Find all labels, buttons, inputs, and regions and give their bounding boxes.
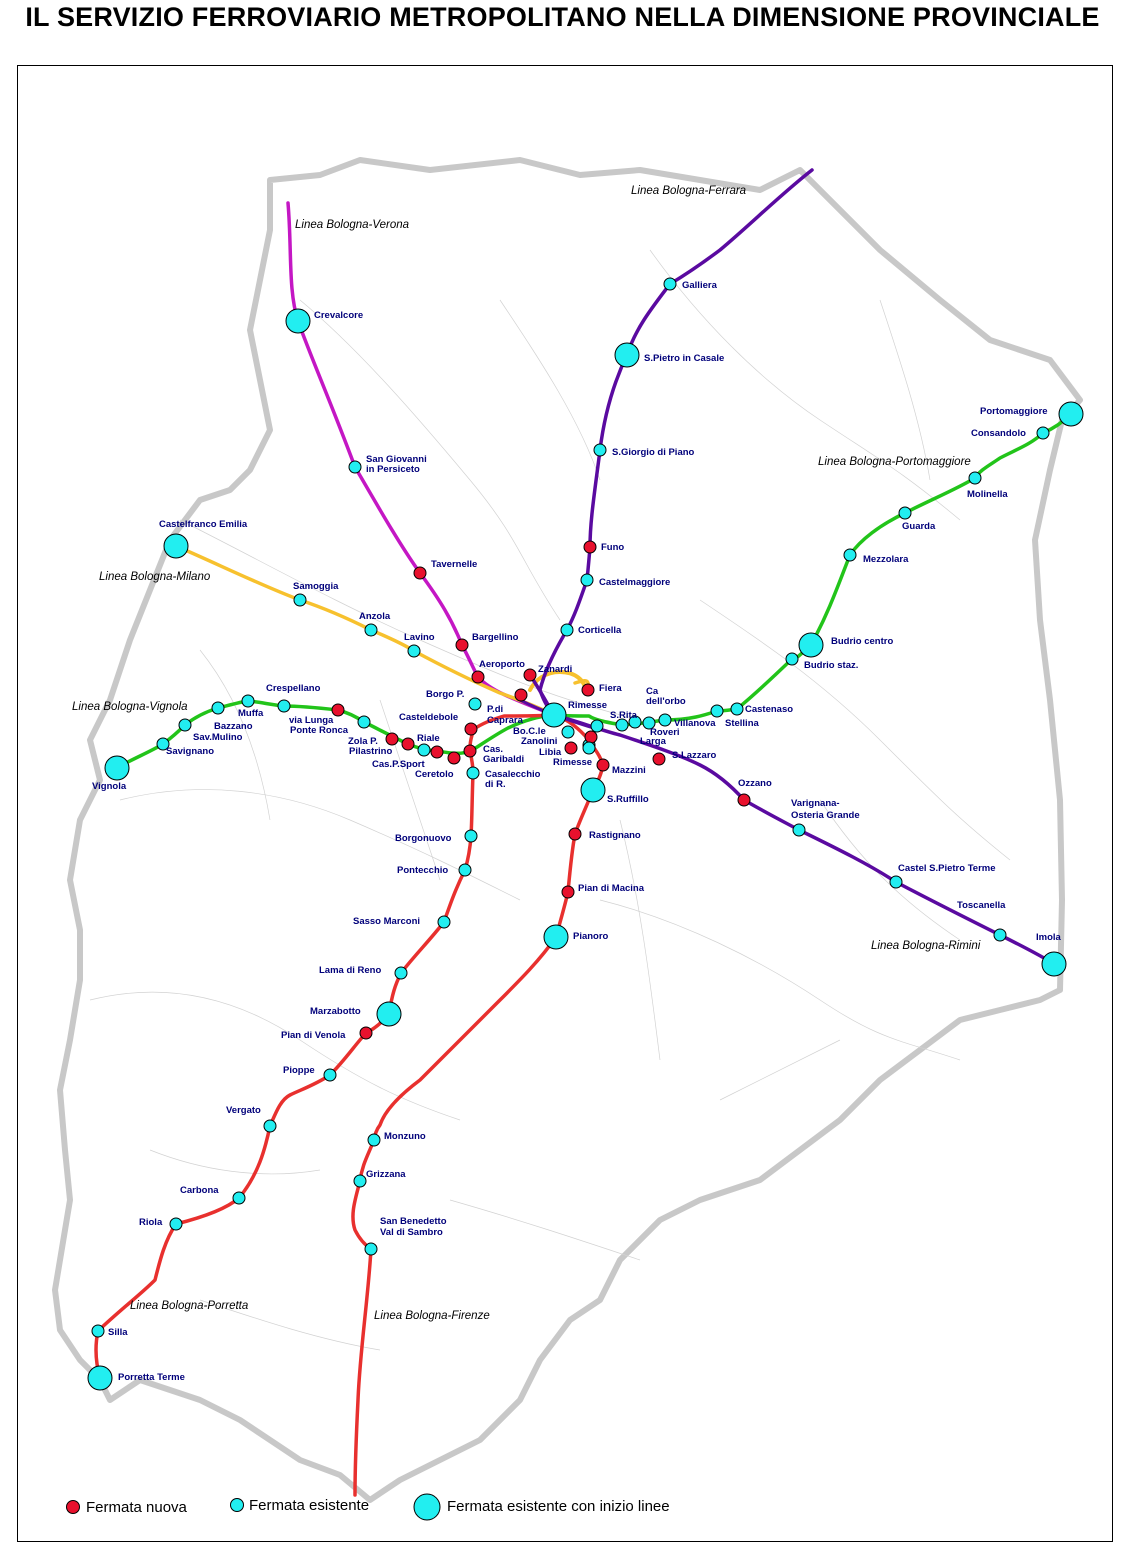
station-label-zanolini: Zanolini: [521, 736, 558, 747]
station-san-giovanni-in-persiceto-existing[interactable]: [349, 461, 361, 473]
page-title: IL SERVIZIO FERROVIARIO METROPOLITANO NELLA DIMENSIONE PROVINCIALE: [25, 2, 1100, 32]
station-label-porrettaterme: Porretta Terme: [118, 1372, 185, 1383]
station-label-bocle: Bo.C.le: [513, 726, 546, 737]
route-portomaggiore: [554, 414, 1071, 725]
station-label-toscanella: Toscanella: [957, 900, 1006, 911]
station-label-caspsport: Cas.P.Sport: [372, 759, 425, 770]
station-aeroporto-new[interactable]: [472, 671, 484, 683]
route-firenze: [353, 715, 603, 1495]
station-label-mazzini: Mazzini: [612, 765, 646, 776]
station-label-sangiovanni1: San Giovanni: [366, 454, 427, 465]
station-zola-p-new[interactable]: [386, 733, 398, 745]
station-guarda-existing[interactable]: [899, 507, 911, 519]
station-funo-new[interactable]: [584, 541, 596, 553]
station-label-vialunga: via Lunga: [289, 715, 334, 726]
station-label-rastignano: Rastignano: [589, 830, 641, 841]
station-label-carbona: Carbona: [180, 1185, 219, 1196]
station-label-consandolo: Consandolo: [971, 428, 1026, 439]
station-label-casteldebole: Casteldebole: [399, 712, 459, 723]
station-sav-mulino-existing[interactable]: [179, 719, 191, 731]
station-rimesse-existing[interactable]: [583, 742, 595, 754]
station-label-sangiovanni2: in Persiceto: [366, 464, 420, 475]
station-label-sanbenedetto2: Val di Sambro: [380, 1227, 443, 1238]
station-label-funo: Funo: [601, 542, 625, 553]
station-pontecchio-existing[interactable]: [459, 864, 471, 876]
line-label-verona: Linea Bologna-Verona: [295, 219, 410, 231]
station-molinella-existing[interactable]: [969, 472, 981, 484]
station-label-larga: Larga: [640, 736, 666, 747]
station-label-pianoro: Pianoro: [573, 931, 609, 942]
station-pian-di-macina-new[interactable]: [562, 886, 574, 898]
station-silla-existing[interactable]: [92, 1325, 104, 1337]
line-label-firenze: Linea Bologna-Firenze: [374, 1310, 490, 1322]
station-label-slazzaro: S.Lazzaro: [672, 750, 717, 761]
station-ozzano-new[interactable]: [738, 794, 750, 806]
station-portomaggiore-terminal[interactable]: [1059, 402, 1083, 426]
station-castelmaggiore-existing[interactable]: [581, 574, 593, 586]
station-label-imola: Imola: [1036, 932, 1061, 943]
station-s-rita-existing[interactable]: [591, 720, 603, 732]
station-label-ceretolo: Ceretolo: [415, 769, 454, 780]
station-s-giorgio-di-piano-existing[interactable]: [594, 444, 606, 456]
station-label-sruffillo: S.Ruffillo: [607, 794, 649, 805]
station-label-budriocentro: Budrio centro: [831, 636, 894, 647]
line-label-vignola: Linea Bologna-Vignola: [72, 701, 188, 713]
station-label-castelspietro: Castel S.Pietro Terme: [898, 863, 996, 874]
station-label-castelfranco: Castelfranco Emilia: [159, 519, 248, 530]
station-galliera-existing[interactable]: [664, 278, 676, 290]
station-crespellano-existing[interactable]: [278, 700, 290, 712]
station-label-villanova: Villanova: [674, 718, 716, 729]
station-label-borgonuovo: Borgonuovo: [395, 833, 452, 844]
station-label-ozzano: Ozzano: [738, 778, 772, 789]
station-zanolini-new[interactable]: [585, 731, 597, 743]
station-porretta-terme-terminal[interactable]: [88, 1366, 112, 1390]
station-vignola-terminal[interactable]: [105, 756, 129, 780]
station-bargellino-new[interactable]: [456, 639, 468, 651]
station-crevalcore-terminal[interactable]: [286, 309, 310, 333]
station-pian-di-venola-new[interactable]: [360, 1027, 372, 1039]
station-label-lamadireno: Lama di Reno: [319, 965, 382, 976]
station-label-pioppe: Pioppe: [283, 1065, 315, 1076]
station-label-caprara: Caprara: [487, 715, 523, 726]
station-samoggia-existing[interactable]: [294, 594, 306, 606]
station-budrio-staz-existing[interactable]: [786, 653, 798, 665]
station-label-piandimacina: Pian di Macina: [578, 883, 644, 894]
station-pioppe-existing[interactable]: [324, 1069, 336, 1081]
legend-new-stop-label: Fermata nuova: [86, 1499, 187, 1516]
station-anzola-existing[interactable]: [365, 624, 377, 636]
station-label-stellina: Stellina: [725, 718, 759, 729]
station-label-sgiorgio: S.Giorgio di Piano: [612, 447, 695, 458]
legend-terminal-stop-label: Fermata esistente con inizio linee: [447, 1498, 670, 1515]
station-label-castenaso: Castenaso: [745, 704, 794, 715]
station-label-roveri: Roveri: [650, 727, 680, 738]
station-casteldebole-new[interactable]: [465, 723, 477, 735]
station-label-borgop: Borgo P.: [426, 689, 465, 700]
station-label-monzuno: Monzuno: [384, 1131, 426, 1142]
station-mezzolara-existing[interactable]: [844, 549, 856, 561]
station-s-ruffillo-terminal[interactable]: [581, 778, 605, 802]
station-ponte-ronca-existing[interactable]: [358, 716, 370, 728]
station-rastignano-new[interactable]: [569, 828, 581, 840]
station-label-molinella: Molinella: [967, 489, 1008, 500]
station-marzabotto-terminal[interactable]: [377, 1002, 401, 1026]
station-label-pontecchio: Pontecchio: [397, 865, 449, 876]
station-label-pilastrino: Pilastrino: [349, 746, 393, 757]
station-borgo-p-existing[interactable]: [469, 698, 481, 710]
station-label-zanardi: Zanardi: [538, 664, 573, 675]
station-budrio-centro-terminal[interactable]: [799, 633, 823, 657]
legend-existing-stop-symbol: [231, 1499, 244, 1512]
station-stellina-existing[interactable]: [711, 705, 723, 717]
station-borgonuovo-existing[interactable]: [465, 830, 477, 842]
station-label-ponteronca: Ponte Ronca: [290, 725, 349, 736]
station-via-lunga-new[interactable]: [332, 704, 344, 716]
station-label-corticella: Corticella: [578, 625, 622, 636]
station-casalecchio-di-r-existing[interactable]: [467, 767, 479, 779]
station-label-bazzano: Bazzano: [214, 721, 253, 732]
station-bazzano-existing[interactable]: [212, 702, 224, 714]
station-label-tavernelle: Tavernelle: [431, 559, 478, 570]
station-label-silla: Silla: [108, 1327, 128, 1338]
station-castenaso-existing[interactable]: [731, 703, 743, 715]
station-grizzana-existing[interactable]: [354, 1175, 366, 1187]
station-label-aeroporto: Aeroporto: [479, 659, 525, 670]
station-fiera-new[interactable]: [582, 684, 594, 696]
station-label-sassomarconi: Sasso Marconi: [353, 916, 421, 927]
station-label-anzola: Anzola: [359, 611, 391, 622]
station-label-libia: Libia: [539, 747, 562, 758]
station-cas-p-sport-new[interactable]: [431, 746, 443, 758]
station-label-spietro: S.Pietro in Casale: [644, 353, 725, 364]
station-label-sanbenedetto1: San Benedetto: [380, 1216, 447, 1227]
stations: [88, 278, 1083, 1390]
station-label-marzabotto: Marzabotto: [310, 1006, 361, 1017]
station-label-pdi: P.di: [487, 704, 504, 715]
station-lavino-existing[interactable]: [408, 645, 420, 657]
station-castelfranco-emilia-terminal[interactable]: [164, 534, 188, 558]
station-tavernelle-new[interactable]: [414, 567, 426, 579]
line-label-portomaggiore: Linea Bologna-Portomaggiore: [818, 456, 971, 468]
station-mazzini-new[interactable]: [597, 759, 609, 771]
legend-terminal-stop-symbol: [414, 1494, 440, 1520]
legend-existing-stop-label: Fermata esistente: [249, 1497, 370, 1514]
station-san-benedetto-val-di-sambro-existing[interactable]: [365, 1243, 377, 1255]
station-rimesse-existing[interactable]: [562, 726, 574, 738]
legend: [67, 1494, 670, 1520]
station-label-piandivenola: Pian di Venola: [281, 1030, 346, 1041]
station-label-riale: Riale: [417, 733, 440, 744]
station-label-mezzolara: Mezzolara: [863, 554, 909, 565]
routes: [96, 170, 1071, 1495]
station-label-dir: di R.: [485, 779, 506, 790]
station-label-varignana1: Varignana-: [791, 798, 840, 809]
line-label-rimini: Linea Bologna-Rimini: [871, 940, 981, 952]
station-label-guarda: Guarda: [902, 521, 936, 532]
province-boundary: [55, 160, 1080, 1500]
station-corticella-existing[interactable]: [561, 624, 573, 636]
station-label-varignana2: Osteria Grande: [791, 810, 860, 821]
station-label-dellorbo: dell'orbo: [646, 696, 686, 707]
station-label-muffa: Muffa: [238, 708, 264, 719]
station-ceretolo-new[interactable]: [448, 752, 460, 764]
station-label-crevalcore: Crevalcore: [314, 310, 364, 321]
station-cas-garibaldi-new[interactable]: [464, 745, 476, 757]
station-label-samoggia: Samoggia: [293, 581, 339, 592]
station-castel-s-pietro-terme-existing[interactable]: [890, 876, 902, 888]
line-label-porretta: Linea Bologna-Porretta: [130, 1300, 249, 1312]
station-zanardi-new[interactable]: [524, 669, 536, 681]
station-label-srita: S.Rita: [610, 710, 637, 721]
line-label-milano: Linea Bologna-Milano: [99, 571, 211, 583]
station-s-pietro-in-casale-terminal[interactable]: [615, 343, 639, 367]
station-p-di-caprara-new[interactable]: [515, 689, 527, 701]
station-label-cas: Cas.: [483, 744, 504, 755]
station-pilastrino-new[interactable]: [402, 738, 414, 750]
line-label-ferrara: Linea Bologna-Ferrara: [631, 185, 747, 197]
station-libia-new[interactable]: [565, 742, 577, 754]
route-porretta: [96, 715, 554, 1378]
station-vergato-existing[interactable]: [264, 1120, 276, 1132]
station-riola-existing[interactable]: [170, 1218, 182, 1230]
station-label-vergato: Vergato: [226, 1105, 261, 1116]
station-consandolo-existing[interactable]: [1037, 427, 1049, 439]
station-label-casalecchio: Casalecchio: [485, 769, 541, 780]
station-label-castelmaggiore: Castelmaggiore: [599, 577, 671, 588]
station-label-savmulino: Sav.Mulino: [193, 732, 243, 743]
station-label-vignola: Vignola: [92, 781, 127, 792]
station-label-zolap: Zola P.: [348, 736, 378, 747]
station-label-garibaldi: Garibaldi: [483, 754, 525, 765]
station-label-fiera: Fiera: [599, 683, 622, 694]
station-label-bargellino: Bargellino: [472, 632, 519, 643]
station-lama-di-reno-existing[interactable]: [395, 967, 407, 979]
station-monzuno-existing[interactable]: [368, 1134, 380, 1146]
station-label-galliera: Galliera: [682, 280, 717, 291]
station-villanova-existing[interactable]: [659, 714, 671, 726]
station-varignana-osteria-grande-existing[interactable]: [793, 824, 805, 836]
station-riale-existing[interactable]: [418, 744, 430, 756]
station-imola-terminal[interactable]: [1042, 952, 1066, 976]
station-bologna-centrale-terminal[interactable]: [542, 703, 566, 727]
station-sasso-marconi-existing[interactable]: [438, 916, 450, 928]
legend-new-stop-symbol: [67, 1501, 80, 1514]
station-label-grizzana: Grizzana: [366, 1169, 406, 1180]
station-label-portomaggiore: Portomaggiore: [980, 406, 1048, 417]
station-label-rimesses: Rimesse: [553, 757, 593, 768]
station-label-riola: Riola: [139, 1217, 163, 1228]
terrain-texture: [90, 250, 1010, 1350]
station-label-rimessen: Rimesse: [568, 700, 608, 711]
station-label-crespellano: Crespellano: [266, 683, 321, 694]
station-label-lavino: Lavino: [404, 632, 435, 643]
station-toscanella-existing[interactable]: [994, 929, 1006, 941]
station-label-budriostaz: Budrio staz.: [804, 660, 859, 671]
station-label-ca: Ca: [646, 686, 659, 697]
station-label-savignano: Savignano: [166, 746, 215, 757]
station-s-lazzaro-new[interactable]: [653, 753, 665, 765]
station-muffa-existing[interactable]: [242, 695, 254, 707]
station-carbona-existing[interactable]: [233, 1192, 245, 1204]
station-pianoro-terminal[interactable]: [544, 925, 568, 949]
